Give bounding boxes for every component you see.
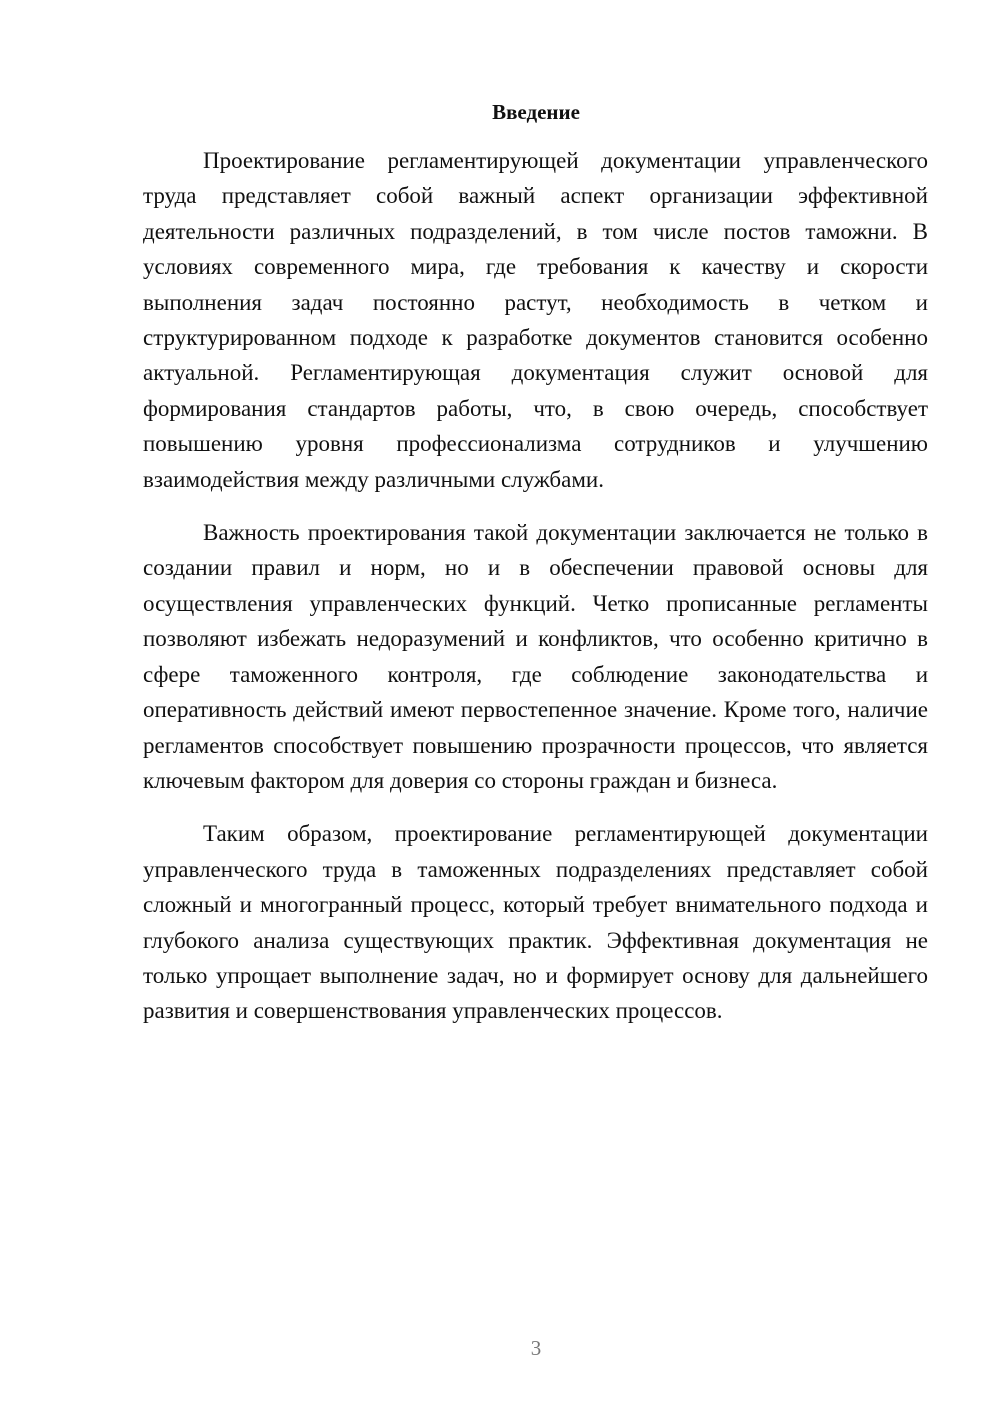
paragraph-1: Проектирование регламентирующей документации управленческого труда представляет собой важный аспект организации эффективной деятельности различных подразделений, в том числе постов таможни. В условиях современного мира, где требования к качеству и скорости выполнения задач постоянно растут, необходимость в четком и структурированном подходе к разработке документов становится особенно актуальной. Регламентирующая документация служит основой для формирования стандартов работы, что, в свою очередь, способствует повышению уровня профессионализма сотрудников и улучшению взаимодействия между различными службами. bbox=[143, 148, 928, 492]
section-heading: Введение bbox=[492, 100, 580, 124]
body-text bbox=[143, 143, 928, 1029]
page-number: 3 bbox=[530, 1336, 542, 1360]
paragraph-3: Таким образом, проектирование регламентирующей документации управленческого труда в таможенных подразделениях представляет собой сложный и многогранный процесс, который требует внимательного подхода и глубокого анализа существующих практик. Эффективная документация не только упрощает выполнение задач, но и формирует основу для дальнейшего развития и совершенствования управленческих процессов. bbox=[143, 821, 928, 1024]
paragraph-2: Важность проектирования такой документации заключается не только в создании правил и норм, но и в обеспечении правовой основы для осуществления управленческих функций. Четко прописанные регламенты позволяют избежать недоразумений и конфликтов, что особенно критично в сфере таможенного контроля, где соблюдение законодательства и оперативность действий имеют первостепенное значение. Кроме того, наличие регламентов способствует повышению прозрачности процессов, что является ключевым фактором для доверия со стороны граждан и бизнеса. bbox=[143, 520, 928, 793]
